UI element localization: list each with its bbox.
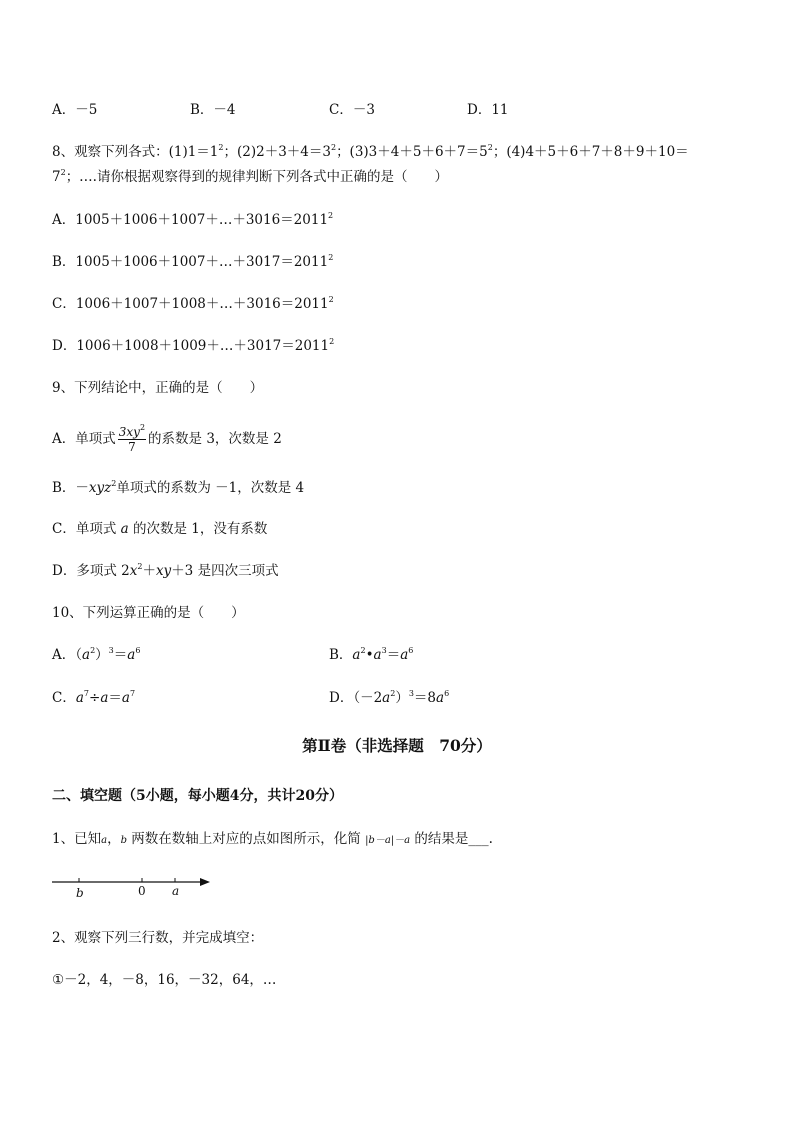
option-text: A．（ — [52, 647, 82, 663]
q9-stem: 9、下列结论中，正确的是（ ） — [52, 380, 264, 396]
option-text: D．1006＋1008＋1009＋…＋3017＝2011 — [52, 338, 330, 354]
q8-option-a — [52, 211, 333, 229]
variable: x — [129, 563, 138, 579]
variable: a — [127, 647, 136, 663]
q7-option-b — [190, 101, 236, 119]
q9-option-a — [52, 425, 282, 454]
option-text: ＋ — [142, 563, 156, 579]
option-text: B．－ — [52, 480, 89, 496]
superscript: 2 — [360, 646, 366, 655]
variable: a — [100, 690, 109, 706]
superscript: 2 — [328, 295, 334, 304]
fraction — [118, 425, 146, 454]
option-text: C． — [52, 690, 76, 706]
option-text: 单项式的系数为 －1，次数是 4 — [116, 480, 305, 496]
option-text: ） — [395, 690, 409, 706]
q8-stem-text: 8、观察下列各式：(1)1＝1 — [52, 144, 219, 160]
superscript: 2 — [139, 423, 146, 432]
variable: a — [373, 647, 382, 663]
q7-option-a — [52, 101, 97, 119]
variable: a — [352, 647, 361, 663]
fill1-stem — [52, 830, 493, 850]
superscript: 2 — [329, 337, 335, 346]
q8-stem-text: ；….请你根据观察得到的规律判断下列各式中正确的是（ ） — [65, 169, 448, 185]
q8-option-d — [52, 337, 334, 355]
numerator-text: 3xy — [118, 425, 140, 439]
stem-text: 的结果是___. — [410, 831, 493, 847]
option-text: • — [365, 647, 374, 663]
option-text: ） — [95, 647, 109, 663]
option-text: 的系数是 3，次数是 2 — [148, 431, 282, 447]
variable: a — [75, 690, 84, 706]
option-text: ＝ — [113, 647, 128, 663]
variable: a — [400, 647, 409, 663]
option-text: A．单项式 — [52, 431, 116, 447]
option-text: D．（－2 — [329, 690, 383, 706]
q8-stem-text: ；(2)2＋3＋4＝3 — [223, 144, 331, 160]
q10-stem: 10、下列运算正确的是（ ） — [52, 605, 245, 621]
option-letter: D． — [467, 102, 492, 118]
variable: a — [120, 521, 129, 537]
superscript: 7 — [129, 689, 136, 698]
fraction-numerator — [118, 425, 146, 440]
superscript: 2 — [111, 479, 117, 488]
superscript: 2 — [137, 562, 143, 571]
variable: a — [101, 835, 108, 846]
q8-stem-line1 — [52, 143, 689, 161]
variable: a — [436, 690, 445, 706]
section2-title: 二、填空题（5小题，每小题4分，共计20分） — [52, 788, 343, 804]
option-text: C．1006＋1007＋1008＋…＋3016＝2011 — [52, 296, 329, 312]
part2-title: 第Ⅱ卷（非选择题 70分） — [302, 736, 492, 755]
q10-option-d — [329, 689, 449, 707]
superscript: 2 — [218, 143, 224, 152]
q10-option-b — [329, 646, 413, 664]
option-text: －4 — [213, 102, 236, 118]
q8-option-b — [52, 253, 333, 271]
axis-label-zero: 0 — [138, 884, 146, 898]
option-text: －3 — [352, 102, 375, 118]
q10-option-a — [52, 646, 140, 664]
option-letter: C． — [329, 102, 353, 118]
expression: |b－a|－a — [365, 835, 411, 846]
superscript: 6 — [408, 646, 414, 655]
q9-option-b — [52, 479, 304, 497]
option-text: －5 — [75, 102, 98, 118]
q10-option-c — [52, 689, 135, 707]
option-letter: B． — [190, 102, 214, 118]
superscript: 2 — [60, 168, 66, 177]
option-text: ＝ — [386, 647, 401, 663]
q8-stem-text: ；(3)3＋4＋5＋6＋7＝5 — [336, 144, 488, 160]
number-line — [52, 872, 212, 902]
option-text: ＋3 是四次三项式 — [171, 563, 279, 579]
superscript: 6 — [135, 646, 141, 655]
variable: a — [121, 690, 130, 706]
option-text: B． — [329, 647, 353, 663]
variable: b — [120, 835, 127, 846]
q8-stem-text: 7 — [52, 169, 61, 185]
option-text: D．多项式 2 — [52, 563, 130, 579]
option-text: B．1005＋1006＋1007＋…＋3017＝2011 — [52, 254, 329, 270]
variable: a — [382, 690, 391, 706]
option-text: C．单项式 — [52, 521, 121, 537]
arrow-head-icon — [200, 878, 210, 886]
superscript: 2 — [487, 143, 493, 152]
fill2-stem: 2、观察下列三行数，并完成填空： — [52, 930, 264, 946]
stem-text: 两数在数轴上对应的点如图所示，化简 — [126, 831, 366, 847]
stem-text: ， — [107, 831, 121, 847]
superscript: 2 — [328, 253, 334, 262]
superscript: 2 — [90, 646, 96, 655]
option-text: 11 — [491, 102, 509, 118]
superscript: 2 — [328, 211, 334, 220]
superscript: 6 — [444, 689, 450, 698]
option-text: 的次数是 1，没有系数 — [128, 521, 268, 537]
superscript: 7 — [83, 689, 89, 698]
q8-option-c — [52, 295, 334, 313]
axis-label-b: b — [76, 886, 84, 900]
option-letter: A． — [52, 102, 76, 118]
option-text: ＝ — [108, 690, 122, 706]
superscript: 3 — [108, 646, 114, 655]
fill2-row1: ①－2，4，－8，16，－32，64，… — [52, 972, 277, 988]
q7-option-c — [329, 101, 375, 119]
superscript: 2 — [390, 689, 396, 698]
axis-label-a: a — [172, 884, 180, 898]
superscript: 2 — [330, 143, 337, 152]
q8-stem-text: ；(4)4＋5＋6＋7＋8＋9＋10＝ — [492, 144, 689, 160]
q9-option-c — [52, 520, 267, 538]
superscript: 3 — [408, 689, 414, 698]
option-text: ＝8 — [413, 690, 437, 706]
variable: xyz — [88, 480, 112, 496]
stem-text: 1、已知 — [52, 831, 102, 847]
variable: a — [82, 647, 91, 663]
variable: xy — [155, 563, 172, 579]
superscript: 3 — [381, 646, 387, 655]
q7-option-d — [467, 101, 509, 119]
option-text: ÷ — [89, 690, 101, 706]
fraction-denominator: 7 — [128, 440, 136, 454]
q8-stem-line2 — [52, 168, 448, 186]
q9-option-d — [52, 562, 279, 580]
option-text: A．1005＋1006＋1007＋…＋3016＝2011 — [52, 212, 329, 228]
